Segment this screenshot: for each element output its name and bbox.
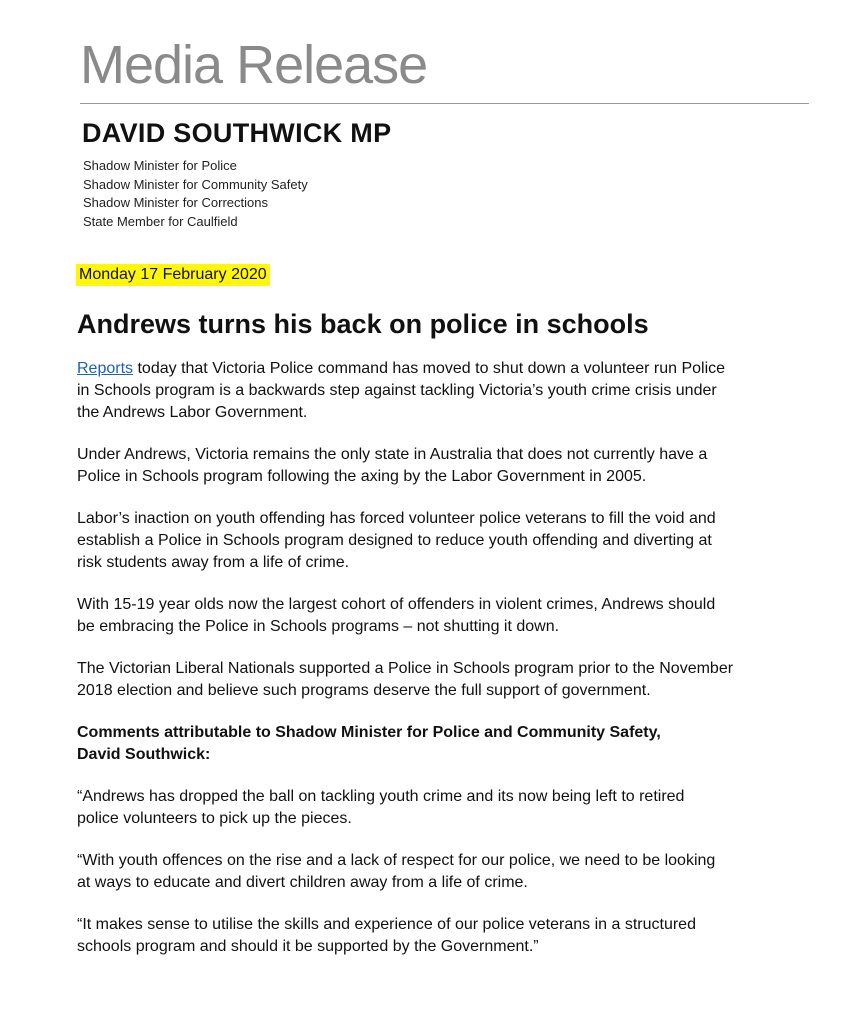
- media-release-title: Media Release: [80, 35, 428, 95]
- release-headline: Andrews turns his back on police in schools: [77, 309, 649, 339]
- paragraph-reports: [77, 358, 792, 424]
- release-date: Monday 17 February 2020: [76, 264, 270, 286]
- header-divider: [80, 103, 809, 104]
- mp-role: Shadow Minister for Community Safety: [83, 176, 308, 192]
- paragraph-only-state: Under Andrews, Victoria remains the only state in Australia that does not currently have a Police in Schools program following the axing by the Labor Government in 2005.: [77, 446, 708, 485]
- reports-link[interactable]: Reports: [77, 360, 134, 377]
- quote-youth-offences: “With youth offences on the rise and a lack of respect for our police, we need to be looking at ways to educate and divert children away from a life of crime.: [77, 852, 716, 891]
- mp-role: Shadow Minister for Corrections: [83, 195, 268, 210]
- comments-heading: Comments attributable to Shadow Minister for Police and Community Safety, David Southwick:: [77, 724, 661, 763]
- mp-role: Shadow Minister for Police: [83, 158, 237, 173]
- quote-dropped-ball: “Andrews has dropped the ball on tackling youth crime and its now being left to retired police volunteers to pick up the pieces.: [77, 788, 685, 827]
- quote-makes-sense: “It makes sense to utilise the skills and experience of our police veterans in a structured schools program and should it be supported by the Government.”: [77, 916, 696, 955]
- mp-role: State Member for Caulfield: [83, 213, 238, 229]
- paragraph-liberal-nationals: The Victorian Liberal Nationals supported a Police in Schools program prior to the November 2018 election and believe such programs deserve the full support of government.: [77, 660, 734, 699]
- paragraph-youth-cohort: With 15-19 year olds now the largest cohort of offenders in violent crimes, Andrews should be embracing the Police in Schools programs – not shutting it down.: [77, 596, 716, 635]
- mp-name: DAVID SOUTHWICK MP: [82, 118, 392, 148]
- mp-roles-list: [83, 157, 308, 231]
- paragraph-text: today that Victoria Police command has moved to shut down a volunteer run Police in Schools program is a backwards step against tackling Victoria’s youth crime crisis under the Andrews Labor Government.: [77, 360, 726, 421]
- paragraph-labor-inaction: Labor’s inaction on youth offending has forced volunteer police veterans to fill the void and establish a Police in Schools program designed to reduce youth offending and diverting at risk students away from a life of crime.: [77, 510, 716, 571]
- release-body: [77, 358, 792, 978]
